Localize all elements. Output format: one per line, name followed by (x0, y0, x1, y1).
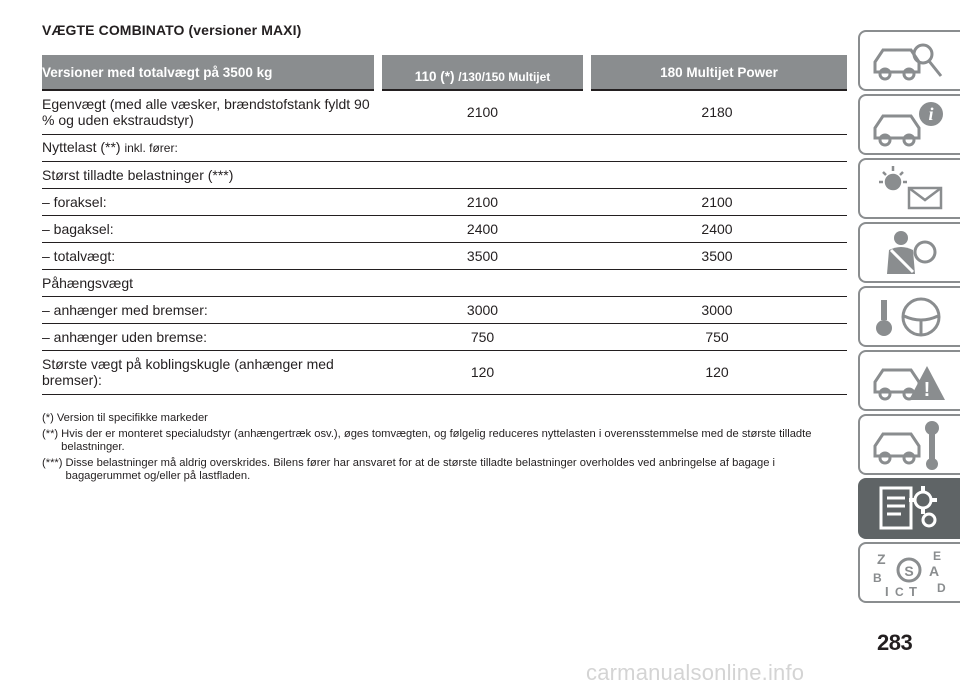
svg-text:E: E (933, 548, 942, 563)
footnote (42, 457, 847, 484)
svg-text:B: B (873, 570, 882, 585)
row-label (42, 90, 378, 134)
footnote-text: Hvis der er monteret specialudstyr (anhængertræk osv.), øges tomvægten, og følgelig reduceres nyttelasten i overensstemmelse med de største tilladte belastninger. (61, 427, 812, 453)
svg-text:C: C (895, 584, 904, 598)
row-label (42, 161, 378, 188)
row-value-col1: 2100 (378, 90, 587, 134)
car-info-icon (871, 100, 949, 150)
table-row (42, 242, 847, 269)
row-label-small: inkl. fører: (124, 141, 178, 155)
tab-emergency[interactable] (858, 350, 960, 411)
row-value-col1: 750 (378, 323, 587, 350)
row-label-text: – foraksel: (42, 193, 107, 210)
row-value-col1 (378, 134, 587, 161)
footnote-mark: (*) (42, 412, 54, 424)
section-title: VÆGTE COMBINATO (versioner MAXI) (42, 22, 302, 38)
row-value-col2: 2100 (587, 188, 847, 215)
svg-text:I: I (885, 583, 889, 598)
row-value-col2: 3500 (587, 242, 847, 269)
row-value-col1: 3500 (378, 242, 587, 269)
svg-text:S: S (904, 562, 914, 579)
row-label-text: Størst tilladte belastninger (***) (42, 166, 234, 183)
table-row (42, 323, 847, 350)
tab-technical-data[interactable] (858, 478, 960, 539)
row-label (42, 296, 378, 323)
row-label-text: – anhænger uden bremse: (42, 328, 207, 345)
row-label-text: Egenvægt (med alle væsker, brændstofstank fyldt 90 % og uden ekstraudstyr) (42, 96, 370, 129)
row-value-col2: 2400 (587, 215, 847, 242)
tab-car-info[interactable] (858, 94, 960, 155)
footnotes (42, 412, 847, 486)
alphabetical-index-icon (871, 548, 949, 598)
row-label-text: Største vægt på koblingskugle (anhænger med bremser): (42, 356, 334, 388)
header-110-sub: /130/150 Multijet (458, 69, 551, 84)
table-row (42, 296, 847, 323)
row-label-text: – anhænger med bremser: (42, 301, 208, 318)
technical-data-gear-icon (871, 484, 949, 534)
row-label (42, 323, 378, 350)
row-label-text: – totalvægt: (42, 247, 116, 264)
footnote (42, 412, 847, 426)
header-180-multijet-power: 180 Multijet Power (587, 55, 847, 90)
table-header-row (42, 55, 847, 90)
svg-text:D: D (937, 580, 946, 595)
row-label (42, 134, 378, 161)
row-label-text: Påhængsvægt (42, 274, 134, 291)
warning-light-message-icon (871, 164, 949, 214)
row-value-col1: 2100 (378, 188, 587, 215)
header-110-multijet (378, 55, 587, 90)
footnote-mark: (***) (42, 456, 63, 469)
row-value-col1: 120 (378, 350, 587, 394)
steering-wheel-key-icon (871, 292, 949, 342)
row-value-col2: 2180 (587, 90, 847, 134)
car-warning-triangle-icon (871, 356, 949, 406)
table-row (42, 269, 847, 296)
row-value-col2: 120 (587, 350, 847, 394)
footnote-mark: (**) (42, 427, 59, 440)
footnote-text: Version til specifikke markeder (56, 412, 208, 424)
row-label (42, 350, 378, 394)
table-row (42, 90, 847, 134)
header-110-main: 110 (*) (414, 68, 455, 84)
table-row (42, 161, 847, 188)
svg-text:Z: Z (877, 550, 886, 567)
row-value-col2 (587, 134, 847, 161)
tab-car-search[interactable] (858, 30, 960, 91)
car-wrench-icon (871, 420, 949, 470)
svg-text:T: T (909, 583, 917, 598)
row-value-col1 (378, 161, 587, 188)
header-versions: Versioner med totalvægt på 3500 kg (42, 55, 378, 90)
row-label-text: Nyttelast (**) (42, 139, 121, 155)
svg-text:i: i (928, 103, 934, 124)
tab-maintenance[interactable] (858, 414, 960, 475)
page-number: 283 (877, 630, 913, 655)
row-value-col1: 2400 (378, 215, 587, 242)
row-value-col2 (587, 161, 847, 188)
row-value-col2 (587, 269, 847, 296)
svg-text:!: ! (923, 378, 931, 401)
table-row (42, 188, 847, 215)
table-row (42, 350, 847, 394)
car-search-icon (871, 36, 949, 86)
row-value-col1 (378, 269, 587, 296)
row-label (42, 269, 378, 296)
tab-safety[interactable] (858, 222, 960, 283)
svg-text:A: A (929, 562, 940, 579)
table-row (42, 134, 847, 161)
row-value-col2: 3000 (587, 296, 847, 323)
weights-table (42, 55, 847, 395)
tab-warning-lights[interactable] (858, 158, 960, 219)
row-label-text: – bagaksel: (42, 220, 114, 237)
row-value-col2: 750 (587, 323, 847, 350)
row-label (42, 215, 378, 242)
watermark: carmanualsonline.info (586, 660, 805, 685)
table-row (42, 215, 847, 242)
footnote (42, 428, 847, 455)
row-label (42, 242, 378, 269)
footnote-text: Disse belastninger må aldrig overskrides. Bilens fører har ansvaret for at de største tilladte belastninger overholdes ved anbringelse af bagage i bagagerummet og/eller på lastfladen. (65, 456, 776, 482)
airbag-passenger-icon (871, 228, 949, 278)
row-value-col1: 3000 (378, 296, 587, 323)
tab-starting-driving[interactable] (858, 286, 960, 347)
tab-index[interactable] (858, 542, 960, 603)
row-label (42, 188, 378, 215)
